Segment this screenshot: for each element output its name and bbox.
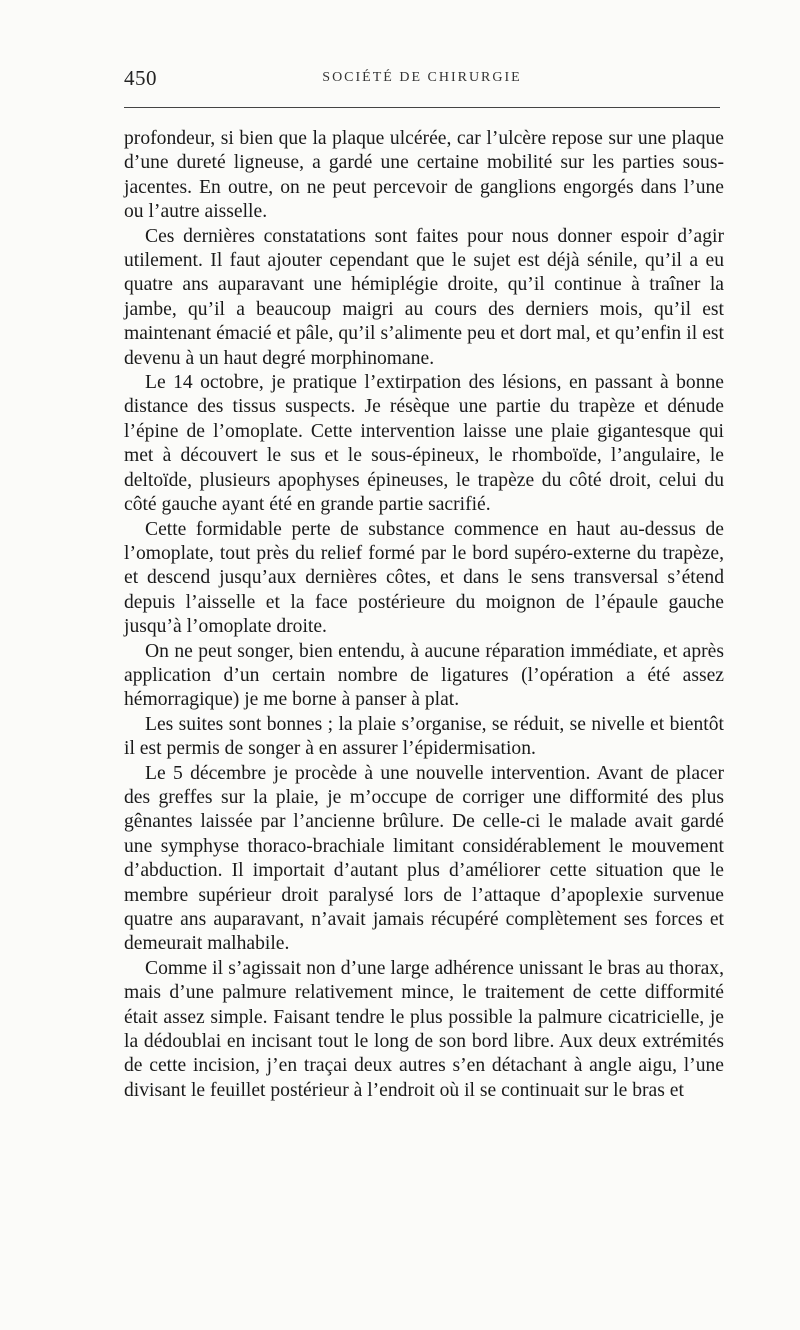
paragraph: Cette formidable perte de substance commence en haut au-dessus de l’omoplate, tout près du relief formé par le bord supéro-externe du trapèze, et descend jusqu’aux dernières côtes, et dans le sens transversal s’étend depuis l’aisselle et la face postérieure du moignon de l’épaule gauche jusqu’à l’omoplate droite.	[124, 518, 724, 638]
paragraph: Comme il s’agissait non d’une large adhérence unissant le bras au thorax, mais d’une palmure relativement mince, le traitement de cette difformité était assez simple. Faisant tendre le plus possible la palmure cicatricielle, je la dédoublai en incisant tout le long de son bord libre. Aux deux extrémités de cette incision, j’en traçai deux autres s’en détachant à angle aigu, l’une divisant le feuillet postérieur à l’endroit où il se continuait sur le bras et	[124, 957, 724, 1101]
paragraph: Le 5 décembre je procède à une nouvelle intervention. Avant de placer des greffes sur la plaie, je m’occupe de corriger une difformité des plus gênantes laissée par l’ancienne brûlure. De celle-ci le malade avait gardé une symphyse thoraco-brachiale limitant considérablement le mouvement d’abduction. Il importait d’autant plus d’améliorer cette situation que le membre supérieur droit paralysé lors de l’attaque d’apoplexie survenue quatre ans auparavant, n’avait jamais récupéré complètement ses forces et demeurait malhabile.	[124, 762, 724, 955]
paragraph: Les suites sont bonnes ; la plaie s’organise, se réduit, se nivelle et bientôt il est permis de songer à en assurer l’épidermisation.	[124, 713, 724, 760]
page-header	[124, 66, 720, 96]
paragraph: On ne peut songer, bien entendu, à aucune réparation immédiate, et après application d’un certain nombre de ligatures (l’opération a été assez hémorragique) je me borne à panser à plat.	[124, 640, 724, 711]
paragraph: Ces dernières constatations sont faites pour nous donner espoir d’agir utilement. Il faut ajouter cependant que le sujet est déjà sénile, qu’il a eu quatre ans auparavant une hémiplégie droite, qu’il continue à traîner la jambe, qu’il a beaucoup maigri au cours des derniers mois, qu’il est maintenant émacié et pâle, qu’il s’alimente peu et dort mal, et qu’enfin il est devenu à un haut degré morphinomane.	[124, 225, 724, 369]
paragraph-continued: profondeur, si bien que la plaque ulcérée, car l’ulcère repose sur une plaque d’une dureté ligneuse, a gardé une certaine mobilité sur les parties sous-jacentes. En outre, on ne peut percevoir de ganglions engorgés dans l’une ou l’autre aisselle.	[124, 128, 724, 223]
page-number: 450	[124, 66, 157, 90]
paragraph: Le 14 octobre, je pratique l’extirpation des lésions, en passant à bonne distance des tissus suspects. Je résèque une partie du trapèze et dénude l’épine de l’omoplate. Cette intervention laisse une plaie gigantesque qui met à découvert le sus et le sous-épineux, le rhomboïde, l’angulaire, le deltoïde, plusieurs apophyses épineuses, le trapèze du côté droit, celui du côté gauche ayant été en grande partie sacrifié.	[124, 372, 724, 516]
running-title: SOCIÉTÉ DE CHIRURGIE	[322, 70, 522, 85]
article-body	[124, 127, 724, 1103]
header-rule	[124, 107, 720, 108]
